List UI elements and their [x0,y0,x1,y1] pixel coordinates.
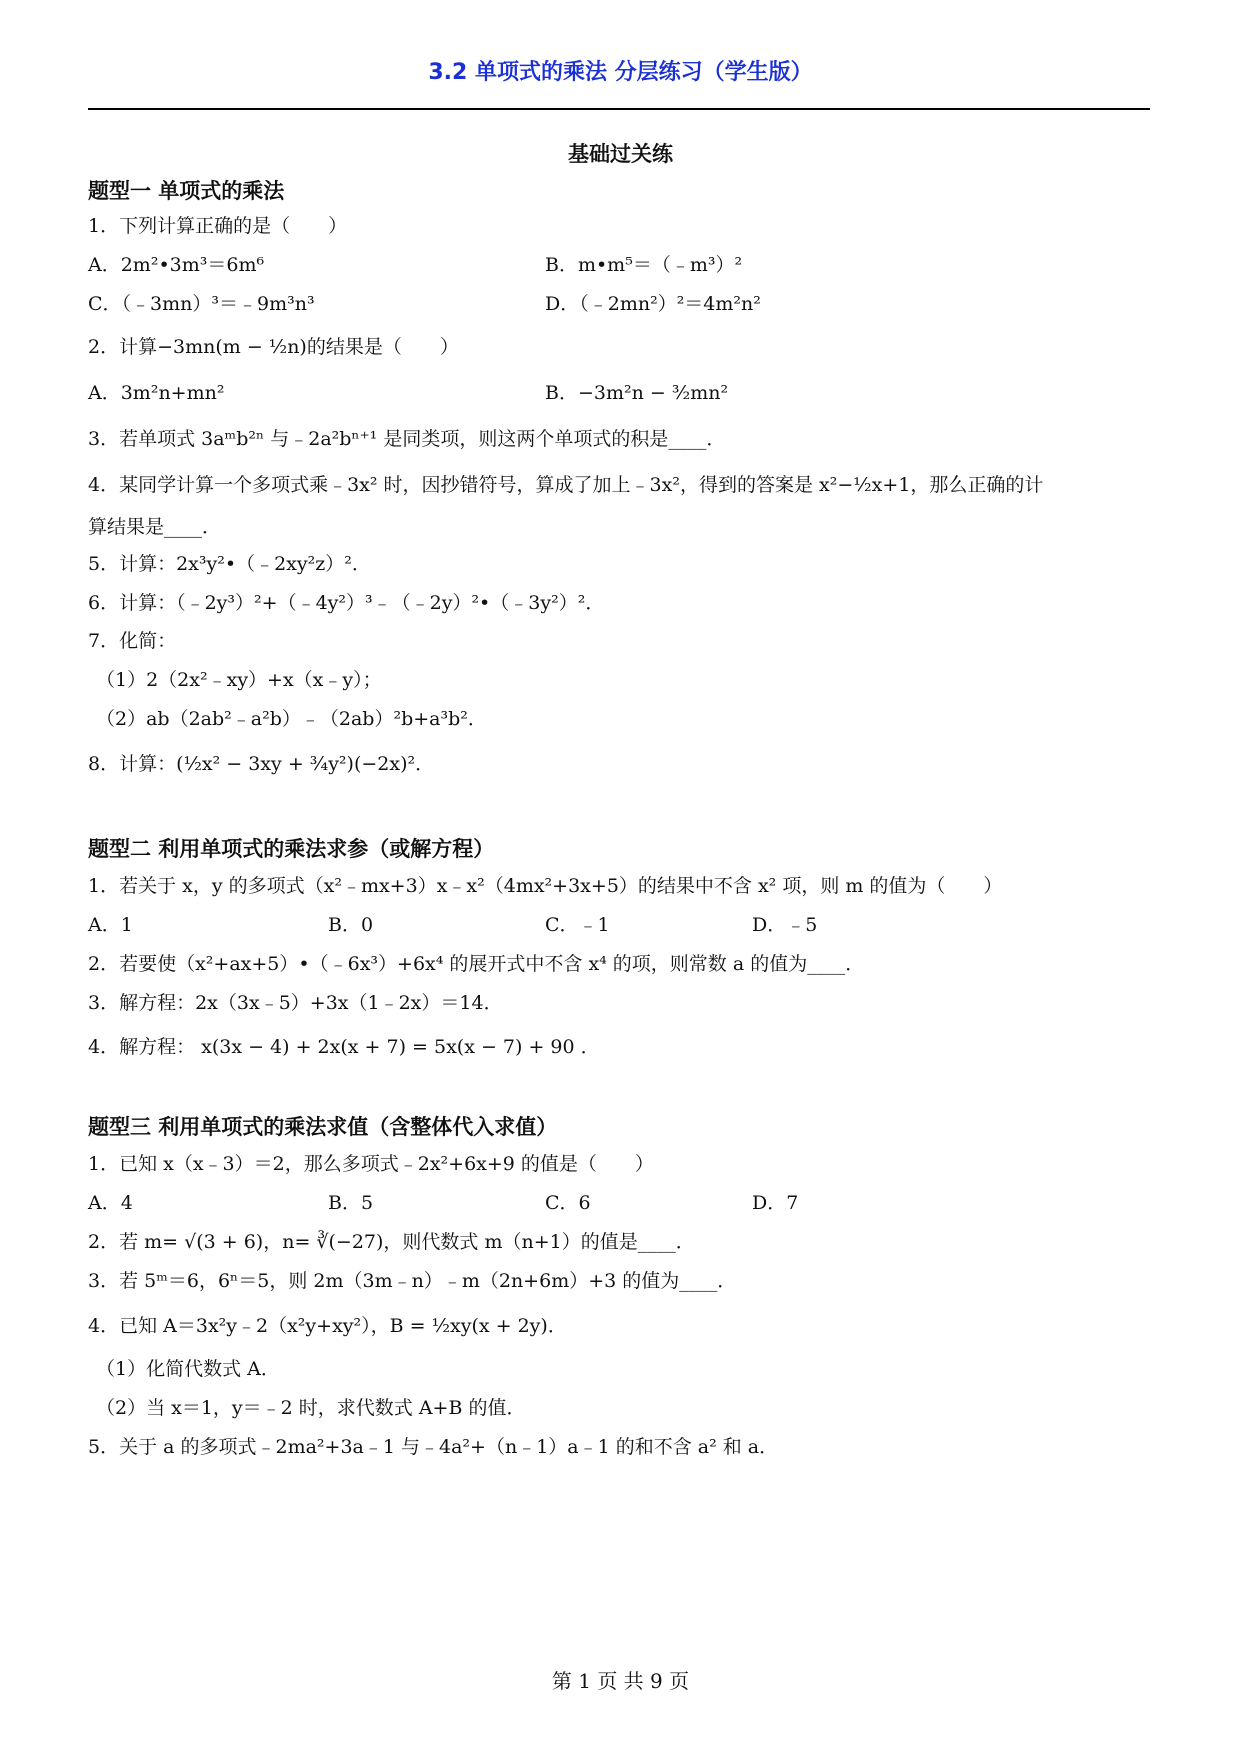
section3-heading: 题型三 利用单项式的乘法求值（含整体代入求值） [88,1115,558,1139]
section1-heading: 题型一 单项式的乘法 [88,179,285,203]
s1-q1-option-a: A．2m²•3m³＝6m⁶ [88,254,265,276]
s1-q7-stem: 7．化简： [88,630,177,652]
s1-q1-option-b: B．m•m⁵＝（﹣m³）² [545,254,743,276]
s3-q1-option-d: D．7 [752,1192,799,1214]
s1-q2-option-a: A．3m²n+mn² [88,382,225,404]
s2-q3: 3．解方程：2x（3x﹣5）+3x（1﹣2x）＝14． [88,992,503,1014]
s2-q2: 2．若要使（x²+ax+5）•（﹣6x³）+6x⁴ 的展开式中不含 x⁴ 的项，则常数 a 的值为____． [88,953,865,975]
s2-q1-stem: 1．若关于 x，y 的多项式（x²﹣mx+3）x﹣x²（4mx²+3x+5）的结果中不含 x² 项，则 m 的值为（ ） [88,875,1003,897]
s3-q4-stem: 4．已知 A＝3x²y﹣2（x²y+xy²），B = ½xy(x + 2y)． [88,1315,567,1337]
s2-q1-option-c: C．﹣1 [545,914,610,936]
s1-q7-part1: （1）2（2x²﹣xy）+x（x﹣y）； [96,669,382,691]
s3-q1-option-c: C．6 [545,1192,591,1214]
page-title: 3.2 单项式的乘法 分层练习（学生版） [428,60,813,85]
s3-q4-part2: （2）当 x＝1，y＝﹣2 时，求代数式 A+B 的值． [96,1397,526,1419]
s3-q3: 3．若 5ᵐ＝6，6ⁿ＝5，则 2m（3m﹣n）﹣m（2n+6m）+3 的值为____． [88,1270,737,1292]
s1-q8: 8．计算：(½x² − 3xy + ¾y²)(−2x)²． [88,753,435,775]
s3-q4-part1: （1）化简代数式 A． [96,1358,280,1380]
s1-q1-stem: 1．下列计算正确的是（ ） [88,215,348,237]
s1-q2-stem: 2．计算−3mn(m − ½n)的结果是（ ） [88,336,459,358]
header-divider [88,108,1150,110]
s2-q1-option-b: B．0 [328,914,374,936]
s2-q4: 4．解方程： x(3x − 4) + 2x(x + 7) = 5x(x − 7) + 90 ． [88,1036,600,1058]
s3-q5: 5．关于 a 的多项式﹣2ma²+3a﹣1 与﹣4a²+（n﹣1）a﹣1 的和不含 a² 和 a． [88,1436,779,1458]
s1-q1-option-c: C．（﹣3mn）³＝﹣9m³n³ [88,293,315,315]
s3-q2: 2．若 m= √(3 + 6)，n= ∛(−27)，则代数式 m（n+1）的值是____． [88,1231,695,1253]
s1-q4-line1: 4．某同学计算一个多项式乘﹣3x² 时，因抄错符号，算成了加上﹣3x²，得到的答案是 x²−½x+1，那么正确的计 [88,474,1044,496]
s1-q4-line2: 算结果是____． [88,516,222,538]
s1-q7-part2: （2）ab（2ab²﹣a²b）﹣（2ab）²b+a³b²． [96,708,487,730]
s1-q6: 6．计算：（﹣2y³）²+（﹣4y²）³﹣（﹣2y）²•（﹣3y²）²． [88,592,605,614]
s1-q1-option-d: D．（﹣2mn²）²＝4m²n² [545,293,761,315]
page-subtitle: 基础过关练 [568,142,673,166]
s3-q1-stem: 1．已知 x（x﹣3）＝2，那么多项式﹣2x²+6x+9 的值是（ ） [88,1153,654,1175]
page-footer: 第 1 页 共 9 页 [551,1669,690,1693]
s2-q1-option-d: D．﹣5 [752,914,818,936]
s3-q1-option-b: B．5 [328,1192,374,1214]
section2-heading: 题型二 利用单项式的乘法求参（或解方程） [88,837,495,861]
s1-q5: 5．计算：2x³y²•（﹣2xy²z）²． [88,553,371,575]
s1-q2-option-b: B．−3m²n − ³⁄₂mn² [545,382,729,404]
s1-q3: 3．若单项式 3aᵐb²ⁿ 与﹣2a²bⁿ⁺¹ 是同类项，则这两个单项式的积是____． [88,428,726,450]
s2-q1-option-a: A．1 [88,914,133,936]
s3-q1-option-a: A．4 [88,1192,133,1214]
